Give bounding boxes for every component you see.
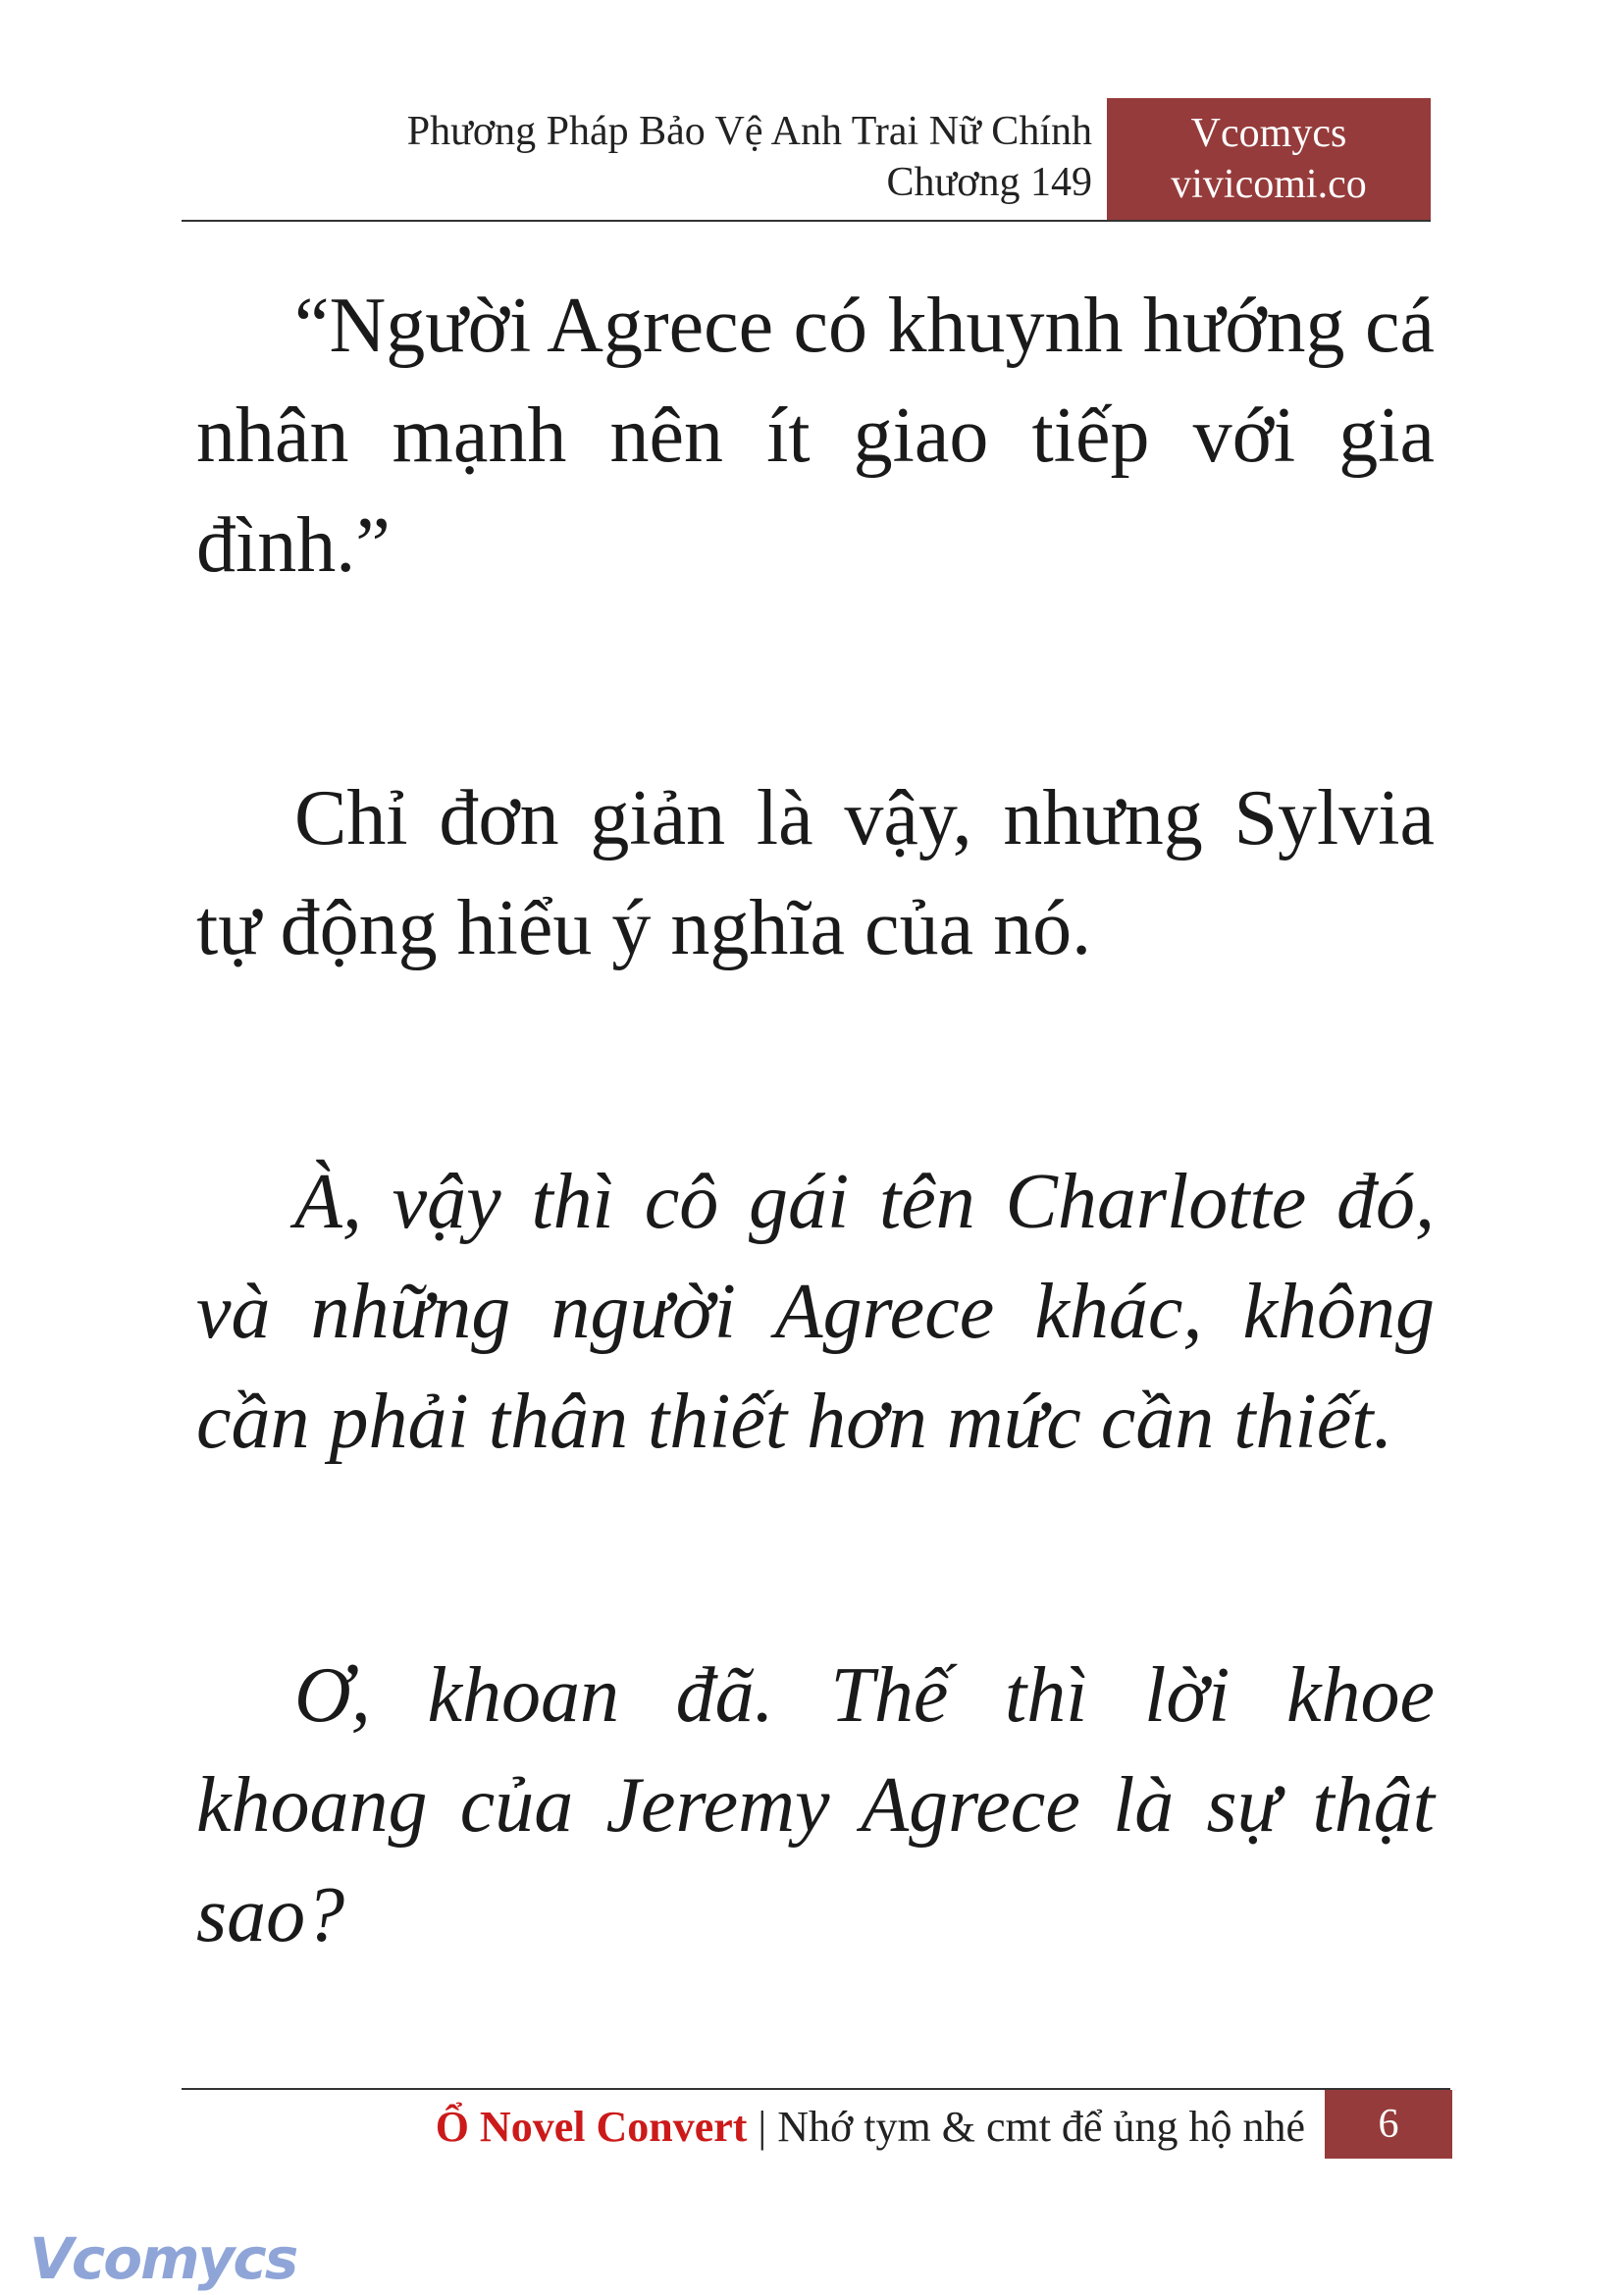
footer-brand: Ổ Novel Convert <box>435 2103 748 2151</box>
paragraph: Ơ, khoan đã. Thế thì lời khoe khoang của Jeremy Agrece là sự thật sao? <box>196 1652 1435 1958</box>
footer-message: Nhớ tym & cmt để ủng hộ nhé <box>777 2103 1305 2151</box>
header-title-block <box>407 106 1092 208</box>
site-badge <box>1107 98 1431 220</box>
paragraph-1-block <box>196 271 1435 600</box>
paragraph-4-block <box>196 1641 1435 1970</box>
paragraph: À, vậy thì cô gái tên Charlotte đó, và những người Agrece khác, không cần phải thân thiết hơn mức cần thiết. <box>196 1159 1435 1465</box>
footer-note <box>436 2100 1305 2155</box>
book-title: Phương Pháp Bảo Vệ Anh Trai Nữ Chính <box>406 109 1092 154</box>
footer-divider <box>182 2088 1450 2090</box>
footer-separator: | <box>747 2103 778 2151</box>
paragraph-3-block <box>196 1147 1435 1477</box>
header-divider <box>182 220 1431 222</box>
paragraph-2-block <box>196 763 1435 983</box>
paragraph: Chỉ đơn giản là vậy, nhưng Sylvia tự động hiểu ý nghĩa của nó. <box>196 775 1435 971</box>
paragraph: “Người Agrece có khuynh hướng cá nhân mạnh nên ít giao tiếp với gia đình.” <box>196 283 1435 589</box>
watermark-logo: Vcomycs <box>29 2225 297 2292</box>
page-number: 6 <box>1325 2090 1452 2159</box>
chapter-label: Chương 149 <box>886 160 1092 205</box>
site-url: vivicomi.co <box>1171 162 1367 207</box>
site-name: Vcomycs <box>1190 111 1347 156</box>
